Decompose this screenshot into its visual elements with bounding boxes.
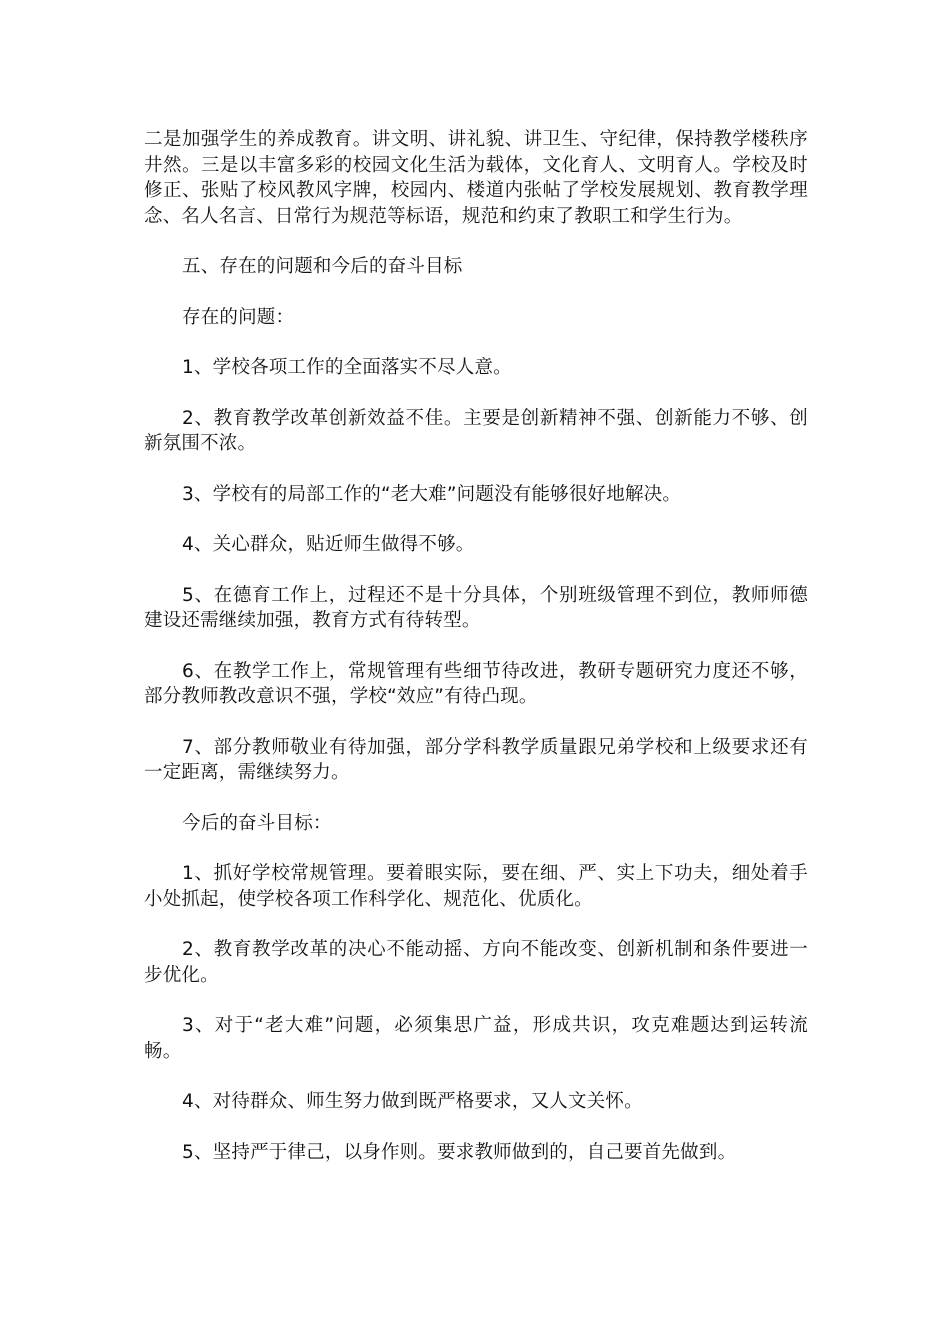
goal-item-5: 5、坚持严于律己，以身作则。要求教师做到的，自己要首先做到。 (182, 1141, 737, 1163)
goal-item-4: 4、对待群众、师生努力做到既严格要求，又人文关怀。 (182, 1091, 643, 1112)
problem-item-6: 6、在教学工作上，常规管理有些细节待改进，教研专题研究力度还不够，部分教师教改意识不强，学校“效应”有待凸现。 (144, 660, 808, 707)
problem-item-5: 5、在德育工作上，过程还不是十分具体，个别班级管理不到位，教师师德建设还需继续加强，教育方式有待转型。 (144, 584, 808, 631)
problem-item-2: 2、教育教学改革创新效益不佳。主要是创新精神不强、创新能力不够、创新氛围不浓。 (144, 407, 808, 454)
problem-item-1: 1、学校各项工作的全面落实不尽人意。 (182, 357, 512, 378)
document-body (144, 127, 808, 1190)
goal-item-3: 3、对于“老大难”问题，必须集思广益，形成共识，攻克难题达到运转流畅。 (144, 1015, 808, 1062)
paragraph-education-habits: 二是加强学生的养成教育。讲文明、讲礼貌、讲卫生、守纪律，保持教学楼秩序井然。三是以丰富多彩的校园文化生活为载体，文化育人、文明育人。学校及时修正、张贴了校风教风字牌，校园内、楼道内张帖了学校发展规划、教育教学理念、名人名言、日常行为规范等标语，规范和约束了教职工和学生行为。 (144, 129, 808, 227)
problem-item-7: 7、部分教师敬业有待加强，部分学科教学质量跟兄弟学校和上级要求还有一定距离，需继续努力。 (144, 736, 808, 783)
goal-item-1: 1、抓好学校常规管理。要着眼实际，要在细、严、实上下功夫，细处着手小处抓起，使学校各项工作科学化、规范化、优质化。 (144, 863, 808, 910)
subheading-existing-problems: 存在的问题： (182, 306, 295, 328)
goal-item-2: 2、教育教学改革的决心不能动摇、方向不能改变、创新机制和条件要进一步优化。 (144, 939, 808, 986)
problem-item-3: 3、学校有的局部工作的“老大难”问题没有能够很好地解决。 (182, 483, 682, 505)
subheading-future-goals: 今后的奋斗目标： (182, 812, 332, 834)
section-heading-problems-goals: 五、存在的问题和今后的奋斗目标 (182, 256, 463, 277)
problem-item-4: 4、关心群众，贴近师生做得不够。 (182, 534, 475, 555)
